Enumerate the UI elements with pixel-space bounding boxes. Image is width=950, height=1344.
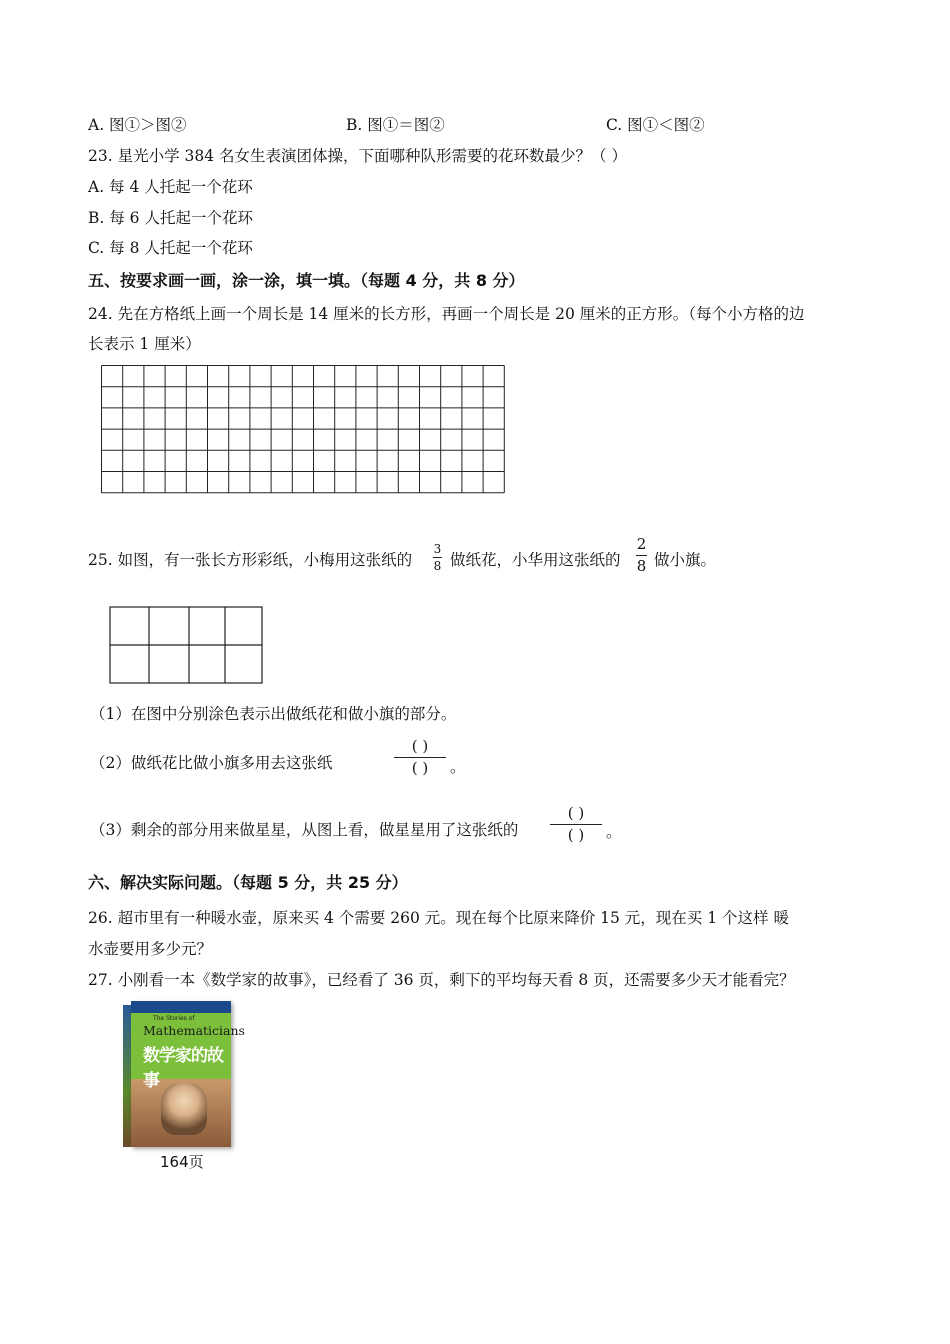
mathematician-portrait-icon — [161, 1083, 207, 1135]
section-5-heading: 五、按要求画一画，涂一涂，填一填。（每题 4 分，共 8 分） — [88, 271, 525, 290]
q26-line-2: 水壶要用多少元？ — [88, 940, 213, 958]
q24-grid-paper[interactable] — [101, 365, 507, 494]
book-subtitle-en: The Stories of — [153, 1015, 195, 1022]
q25-sub-2-end: 。 — [450, 758, 466, 776]
q25-stem-b: 做纸花，小华用这张纸的 — [450, 551, 621, 569]
q25-fraction-2-8 — [636, 537, 647, 574]
q25-stem-c: 做小旗。 — [654, 551, 717, 569]
q22-option-a: A. 图①＞图② — [88, 116, 187, 134]
q24-line-1: 24. 先在方格纸上画一个周长是 14 厘米的长方形，再画一个周长是 20 厘米的正方形。（每个小方格的边 — [88, 305, 805, 323]
q25-colored-paper-rectangle[interactable] — [109, 606, 263, 684]
q25-sub-3: （3）剩余的部分用来做星星，从图上看，做星星用了这张纸的 — [90, 821, 519, 839]
q22-option-b: B. 图①＝图② — [346, 116, 445, 134]
q25-sub-1: （1）在图中分别涂色表示出做纸花和做小旗的部分。 — [90, 705, 457, 723]
q25-sub-2: （2）做纸花比做小旗多用去这张纸 — [90, 754, 333, 772]
fraction-bar — [636, 555, 647, 556]
fraction-numerator: 2 — [636, 535, 647, 553]
blank-numerator: ( ) — [411, 737, 429, 755]
q23-option-b: B. 每 6 人托起一个花环 — [88, 209, 253, 227]
q25-sub-3-end: 。 — [606, 823, 622, 841]
blank-numerator: ( ) — [567, 804, 585, 822]
fraction-bar — [433, 557, 442, 558]
q23-option-c: C. 每 8 人托起一个花环 — [88, 239, 253, 257]
q26-line-1: 26. 超市里有一种暖水壶，原来买 4 个需要 260 元。现在每个比原来降价 15 元，现在买 1 个这样 暖 — [88, 909, 789, 927]
fraction-numerator: 3 — [433, 542, 442, 556]
q25-stem-a: 25. 如图，有一张长方形彩纸，小梅用这张纸的 — [88, 551, 413, 569]
q27-stem: 27. 小刚看一本《数学家的故事》，已经看了 36 页，剩下的平均每天看 8 页，还需要多少天才能看完？ — [88, 971, 795, 989]
section-6-heading: 六、解决实际问题。（每题 5 分，共 25 分） — [88, 873, 408, 892]
q25-sub-2-answer-blank[interactable] — [394, 738, 446, 776]
fraction-bar — [550, 824, 602, 825]
book-page-count: 164页 — [160, 1153, 204, 1171]
q23-option-a: A. 每 4 人托起一个花环 — [88, 178, 253, 196]
blank-denominator: ( ) — [567, 825, 585, 844]
book-front — [131, 1001, 245, 1147]
q25-fraction-3-8 — [433, 543, 442, 572]
q24-line-2: 长表示 1 厘米） — [88, 335, 201, 353]
fraction-bar — [394, 757, 446, 758]
book-title-en: Mathematicians — [143, 1023, 245, 1038]
q25-sub-3-answer-blank[interactable] — [550, 805, 602, 843]
fraction-denominator: 8 — [433, 559, 442, 573]
book-cover-image — [123, 1001, 245, 1147]
q22-option-c: C. 图①＜图② — [606, 116, 705, 134]
q23-stem: 23. 星光小学 384 名女生表演团体操，下面哪种队形需要的花环数最少？（ ） — [88, 147, 627, 165]
fraction-denominator: 8 — [636, 557, 647, 575]
blank-denominator: ( ) — [411, 758, 429, 777]
book-title-cn: 数学家的故事 — [143, 1046, 223, 1091]
